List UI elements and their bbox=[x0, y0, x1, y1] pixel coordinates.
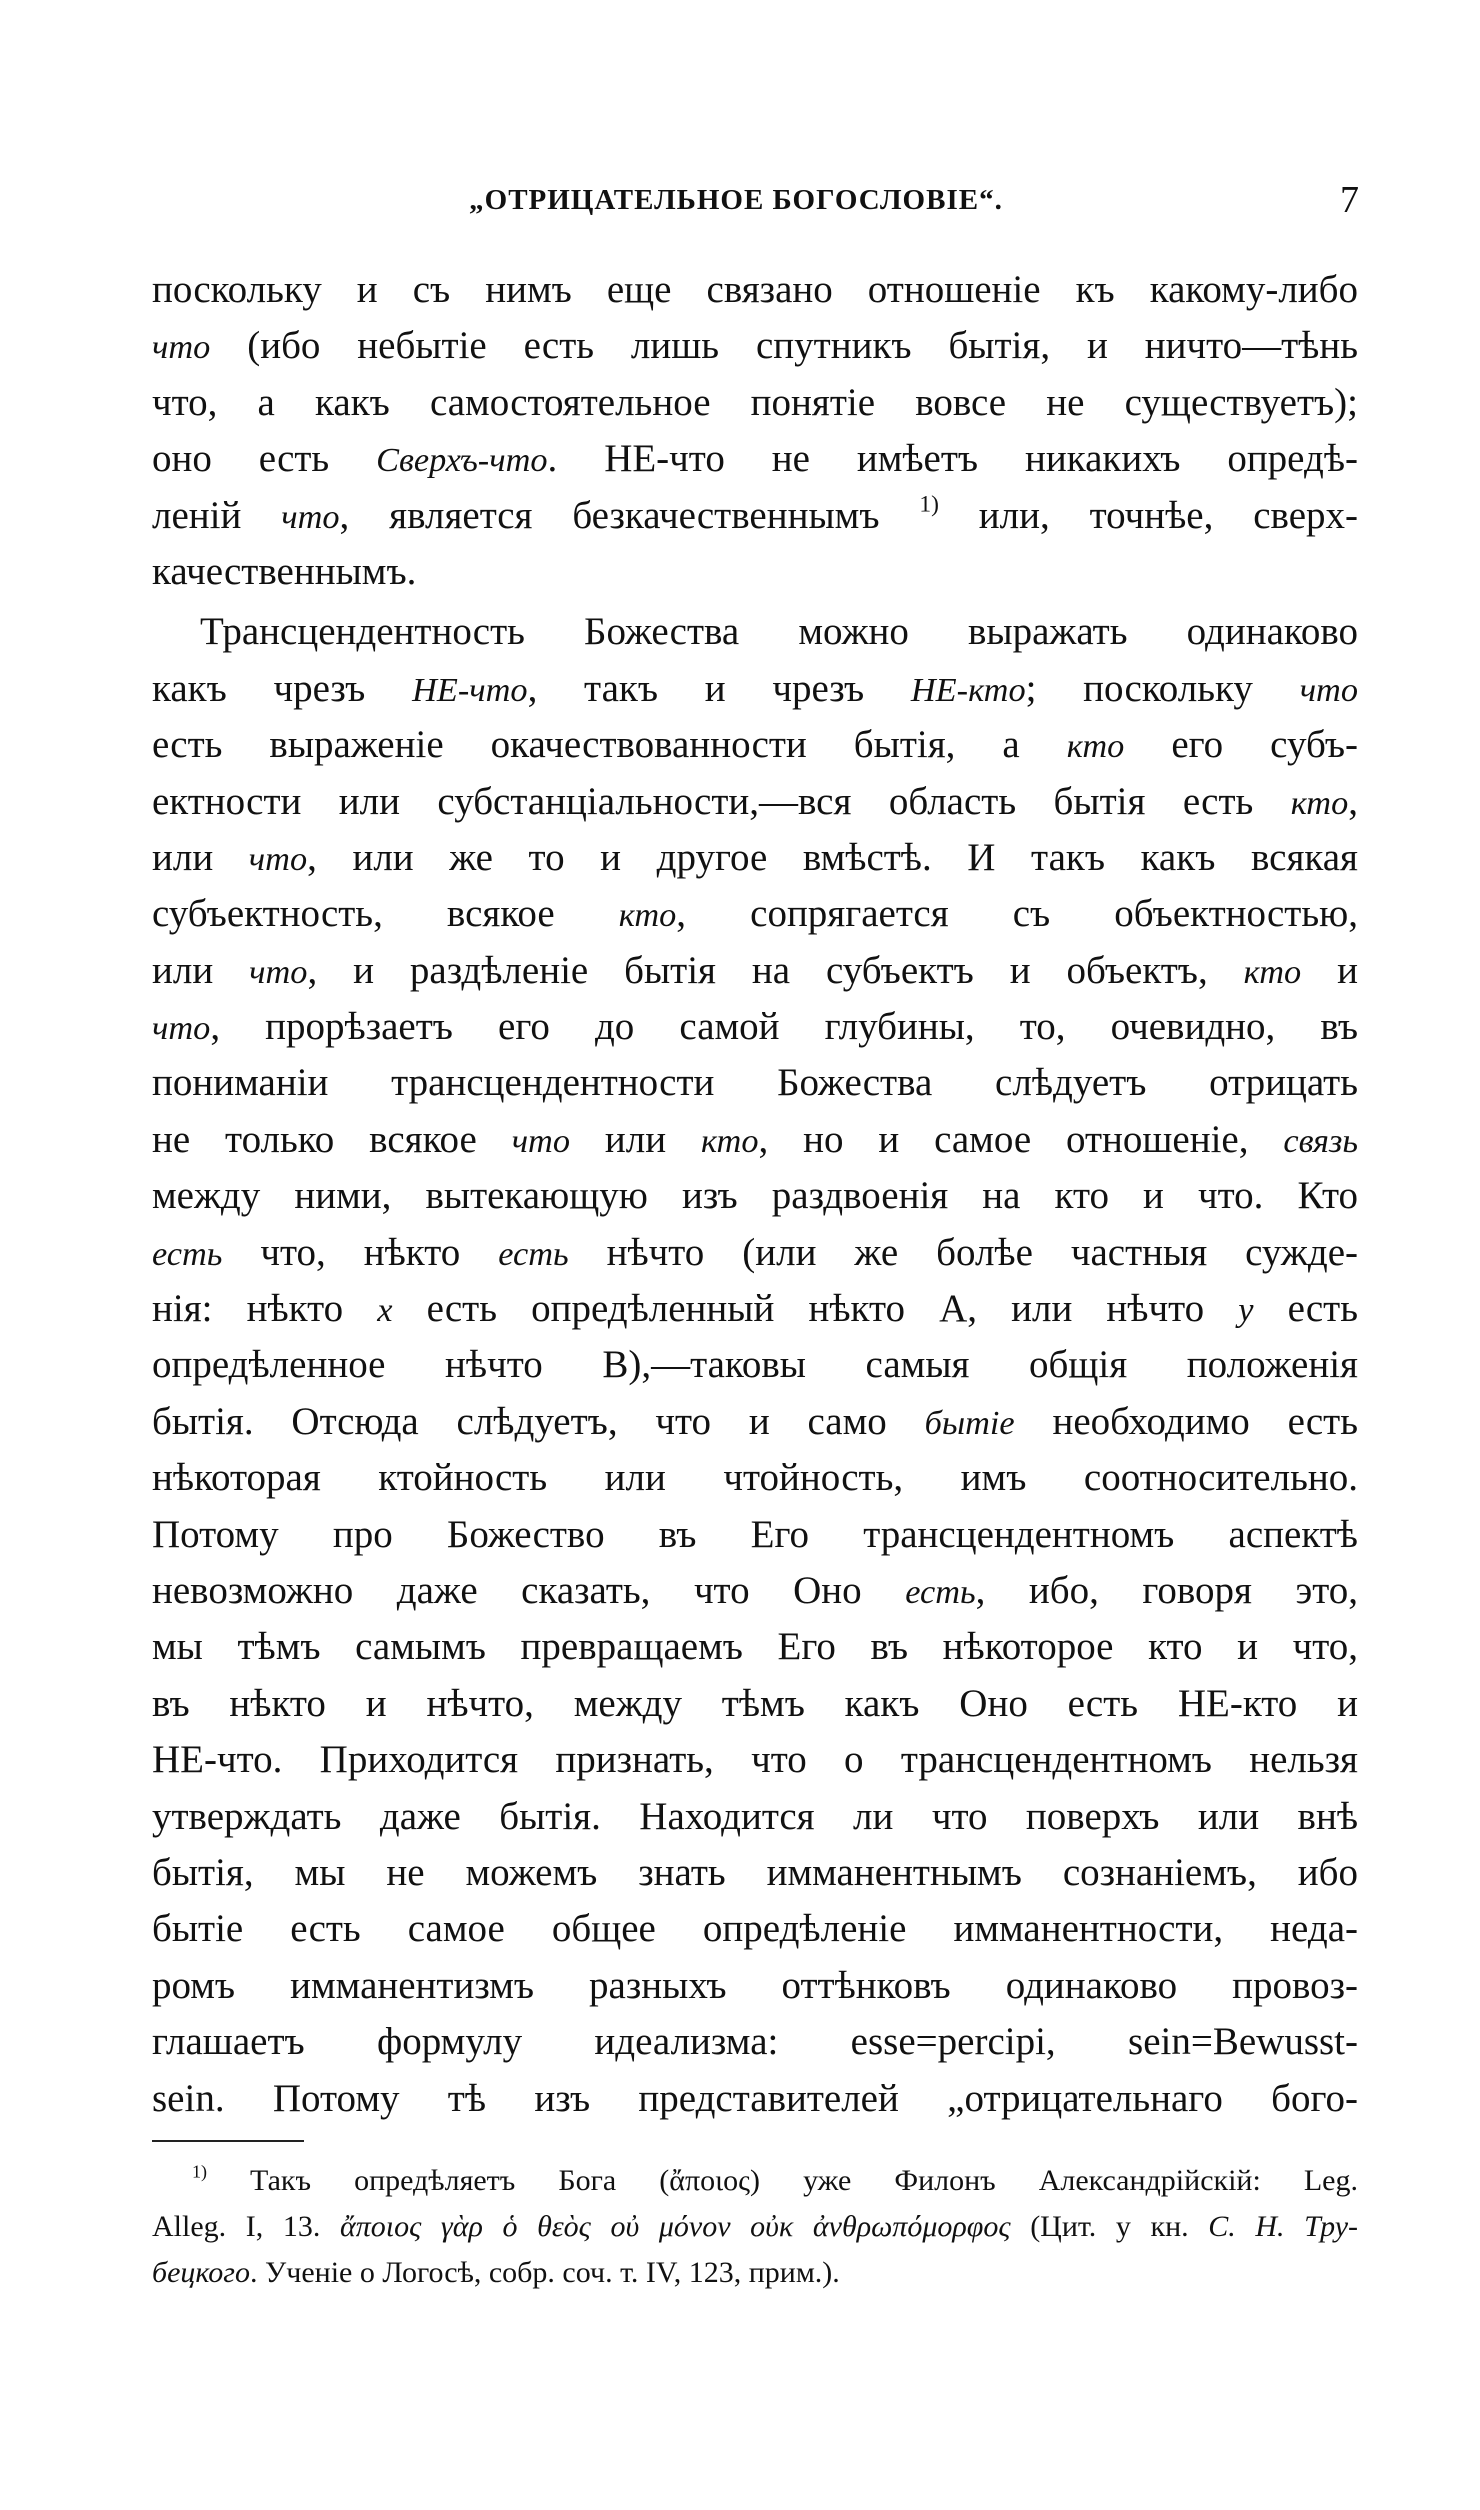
italic-text: кто bbox=[1243, 952, 1302, 991]
text-run: въ нѣкто и нѣчто, между тѣмъ какъ Оно есть НЕ-кто и bbox=[152, 1681, 1358, 1725]
text-run: невозможно даже сказать, что Оно bbox=[152, 1568, 906, 1612]
text-line bbox=[152, 2014, 1358, 2070]
text-run: , является безкачественнымъ bbox=[339, 493, 920, 537]
text-line bbox=[152, 717, 1358, 773]
text-run: есть опредѣленный нѣкто А, или нѣчто bbox=[392, 1287, 1239, 1331]
text-run: нія: нѣкто bbox=[152, 1287, 378, 1331]
body-text bbox=[152, 262, 1358, 2127]
text-run: утверждать даже бытія. Находится ли что поверхъ или внѣ bbox=[152, 1794, 1358, 1838]
italic-text: кто bbox=[700, 1121, 759, 1160]
text-run: ; поскольку bbox=[1025, 666, 1300, 710]
italic-text: кто bbox=[1290, 783, 1349, 822]
text-run: , или же то и другое вмѣстѣ. И такъ какъ всякая bbox=[307, 835, 1358, 879]
text-run: что, а какъ самостоятельное понятіе вовсе не существуетъ); bbox=[152, 380, 1358, 424]
text-line bbox=[152, 262, 1358, 318]
italic-text: y bbox=[1238, 1291, 1254, 1330]
footnote-divider bbox=[152, 2140, 304, 2142]
text-run: ектности или субстанціальности,—вся область бытія есть bbox=[152, 779, 1291, 823]
text-run: , ибо, говоря это, bbox=[975, 1568, 1358, 1612]
italic-text: x bbox=[377, 1291, 393, 1330]
text-line bbox=[152, 318, 1358, 374]
footnote-marker: 1) bbox=[919, 491, 939, 518]
italic-text: что bbox=[1299, 670, 1358, 709]
text-run: субъектность, всякое bbox=[152, 892, 619, 936]
text-run: опредѣленное нѣчто В),—таковы самыя общія положенія bbox=[152, 1343, 1358, 1387]
text-run: глашаетъ формулу идеализма: esse=percipi, sein=Bewusst- bbox=[152, 2020, 1358, 2064]
running-title: „ОТРИЦАТЕЛЬНОЕ БОГОСЛОВІЕ“. bbox=[469, 184, 1003, 216]
text-line bbox=[152, 830, 1358, 886]
text-line bbox=[152, 488, 1358, 544]
text-line bbox=[152, 1112, 1358, 1168]
italic-text: НЕ-кто bbox=[910, 670, 1026, 709]
text-line bbox=[152, 1732, 1358, 1788]
text-line bbox=[152, 1337, 1358, 1393]
italic-text: С. Н. Тру- bbox=[1208, 2210, 1358, 2243]
italic-text: что bbox=[152, 328, 211, 367]
text-run: поскольку и съ нимъ еще связано отношеніе къ какому-либо bbox=[152, 268, 1358, 311]
text-run: бытіе есть самое общее опредѣленіе имманентности, неда- bbox=[152, 1907, 1358, 1951]
running-header bbox=[0, 178, 1480, 222]
italic-text: бытіе bbox=[924, 1403, 1015, 1442]
text-run: между ними, вытекающую изъ раздвоенія на кто и что. Кто bbox=[152, 1174, 1358, 1218]
text-run: оно есть bbox=[152, 437, 377, 481]
text-run: Потому про Божество въ Его трансцендентномъ аспектѣ bbox=[152, 1512, 1358, 1556]
text-run: ромъ имманентизмъ разныхъ оттѣнковъ одинаково провоз- bbox=[152, 1963, 1358, 2007]
text-run: пониманіи трансцендентности Божества слѣдуетъ отрицать bbox=[152, 1061, 1358, 1105]
text-run: или bbox=[152, 948, 250, 992]
text-run: мы тѣмъ самымъ превращаемъ Его въ нѣкоторое кто и что, bbox=[152, 1625, 1358, 1669]
italic-text: что bbox=[248, 839, 308, 878]
text-line bbox=[152, 1168, 1358, 1224]
text-line bbox=[152, 1789, 1358, 1845]
footnote-line bbox=[152, 2158, 1358, 2204]
text-run: качественнымъ. bbox=[152, 549, 417, 593]
italic-text: что bbox=[281, 497, 340, 536]
page-number: 7 bbox=[1340, 179, 1359, 221]
text-line bbox=[152, 2071, 1358, 2127]
italic-text: есть bbox=[152, 1234, 223, 1273]
text-run: его субъ- bbox=[1124, 723, 1358, 767]
text-run: и bbox=[1301, 948, 1358, 992]
italic-text: кто bbox=[1066, 727, 1125, 766]
text-run: Alleg. I, 13. bbox=[152, 2210, 340, 2243]
text-run: есть bbox=[1253, 1287, 1358, 1331]
text-line bbox=[152, 1225, 1358, 1281]
text-line bbox=[152, 375, 1358, 431]
text-run: . НЕ-что не имѣетъ никакихъ опредѣ- bbox=[547, 437, 1358, 481]
text-run: , и раздѣленіе бытія на субъектъ и объектъ, bbox=[307, 948, 1244, 992]
text-run: бытія. Отсюда слѣдуетъ, что и само bbox=[152, 1399, 925, 1443]
text-run: или bbox=[570, 1117, 701, 1161]
text-line bbox=[152, 1563, 1358, 1619]
text-line bbox=[152, 1281, 1358, 1337]
text-line bbox=[152, 1901, 1358, 1957]
italic-text: что bbox=[249, 952, 308, 991]
text-run: , bbox=[1348, 779, 1358, 823]
text-run: Такъ опредѣляетъ Бога (ἄποιος) уже Филонъ Александрійскій: Leg. bbox=[207, 2164, 1358, 2197]
italic-text: кто bbox=[618, 896, 677, 935]
text-run: какъ чрезъ bbox=[152, 666, 413, 710]
text-line bbox=[152, 1958, 1358, 2014]
italic-text: ἄποιος γὰρ ὁ θεὸς οὐ μόνον οὐκ ἀνθρωπόμορφος bbox=[340, 2210, 1011, 2243]
text-line bbox=[152, 886, 1358, 942]
text-run: что, нѣкто bbox=[222, 1230, 499, 1274]
text-run: , такъ и чрезъ bbox=[527, 666, 911, 710]
text-run: не только всякое bbox=[152, 1117, 512, 1161]
text-line bbox=[152, 604, 1358, 660]
text-line bbox=[152, 661, 1358, 717]
text-run: НЕ-что. Приходится признать, что о трансцендентномъ нельзя bbox=[152, 1738, 1358, 1782]
text-line bbox=[152, 1619, 1358, 1675]
text-run: sein. Потому тѣ изъ представителей „отрицательнаго бого- bbox=[152, 2076, 1358, 2120]
italic-text: связь bbox=[1283, 1121, 1358, 1160]
text-run: бытія, мы не можемъ знать имманентнымъ сознаніемъ, ибо bbox=[152, 1850, 1358, 1894]
text-line bbox=[152, 1450, 1358, 1506]
italic-text: есть bbox=[498, 1234, 569, 1273]
text-run: или, точнѣе, сверх- bbox=[938, 493, 1358, 537]
italic-text: бецкого bbox=[152, 2256, 250, 2289]
text-run: необходимо есть bbox=[1014, 1399, 1358, 1443]
text-line bbox=[152, 774, 1358, 830]
text-run: есть выраженіе окачествованности бытія, а bbox=[152, 723, 1067, 767]
text-run: , прорѣзаетъ его до самой глубины, то, очевидно, въ bbox=[210, 1005, 1358, 1049]
text-run: (Цит. у кн. bbox=[1010, 2210, 1209, 2243]
text-run: нѣкоторая ктойность или чтойность, имъ соотносительно. bbox=[152, 1456, 1358, 1500]
text-run: . Ученіе о Логосѣ, собр. соч. т. IV, 123, прим.). bbox=[250, 2256, 840, 2289]
text-run: нѣчто (или же болѣе частныя сужде- bbox=[568, 1230, 1358, 1274]
text-line bbox=[152, 1676, 1358, 1732]
footnote-line bbox=[152, 2204, 1358, 2250]
text-line bbox=[152, 1394, 1358, 1450]
text-line bbox=[152, 999, 1358, 1055]
footnote-line bbox=[152, 2250, 1358, 2296]
text-run: леній bbox=[152, 493, 282, 537]
italic-text: есть bbox=[905, 1572, 976, 1611]
footnotes bbox=[152, 2158, 1358, 2296]
text-run: Трансцендентность Божества можно выражать одинаково bbox=[200, 610, 1358, 654]
text-line bbox=[152, 1845, 1358, 1901]
text-line bbox=[152, 1507, 1358, 1563]
text-line bbox=[152, 943, 1358, 999]
text-line bbox=[152, 431, 1358, 487]
italic-text: Сверхъ-что bbox=[376, 441, 548, 480]
footnote-marker: 1) bbox=[192, 2161, 207, 2182]
text-run: , сопрягается съ объектностью, bbox=[676, 892, 1358, 936]
text-line bbox=[152, 1055, 1358, 1111]
text-line bbox=[152, 544, 1358, 600]
italic-text: что bbox=[511, 1121, 570, 1160]
italic-text: что bbox=[152, 1009, 211, 1048]
text-run: или bbox=[152, 835, 249, 879]
text-run: (ибо небытіе есть лишь спутникъ бытія, и ничто—тѣнь bbox=[210, 324, 1358, 368]
italic-text: НЕ-что bbox=[412, 670, 528, 709]
text-run: , но и самое отношеніе, bbox=[758, 1117, 1284, 1161]
